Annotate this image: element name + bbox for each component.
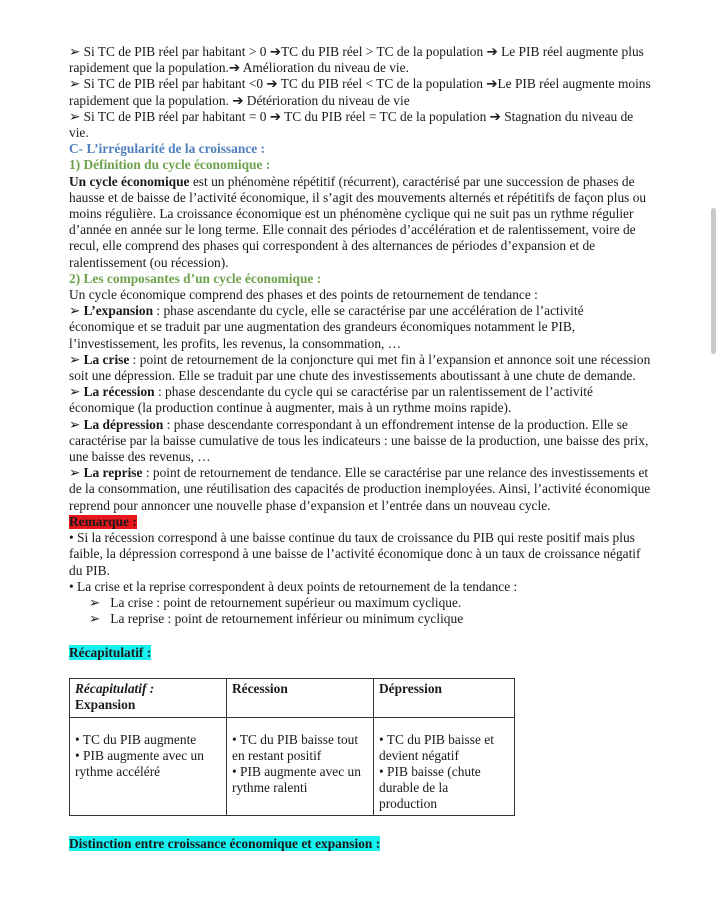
component-recession: [69, 384, 651, 416]
definition-term: Un cycle économique: [69, 173, 190, 189]
component-term: La récession: [83, 384, 155, 400]
component-text: : point de retournement de tendance. Elle se caractérise par une relance des investissements et de la consommation, une réutilisation des capacités de production inemployées. Ainsi, l’activité économique reprend pour annoncer une nouvelle phase d’expansion et l’entrée dans un nouveau cycle.: [69, 465, 651, 513]
table-header-cell: Récession: [227, 678, 374, 717]
definition-paragraph: [69, 174, 651, 271]
component-term: La reprise: [83, 465, 143, 481]
component-depression: [69, 417, 651, 466]
subheading-components: 2) Les composantes d’un cycle économique :: [69, 270, 322, 286]
table-header-row: [70, 678, 515, 717]
recap-table: [69, 678, 515, 816]
component-expansion: [69, 303, 651, 352]
table-header-cell: Récapitulatif : Expansion: [70, 678, 227, 717]
components-intro: Un cycle économique comprend des phases et des points de retournement de tendance :: [69, 287, 538, 303]
component-text: : point de retournement de la conjoncture qui met fin à l’expansion et annonce soit une récession soit une dépression. Elle se traduit par une chute des investissements aboutissant à une chute de demande.: [69, 351, 651, 384]
intro-line-2: ➢ Si TC de PIB réel par habitant <0 ➔ TC du PIB réel < TC de la population ➔Le PIB réel augmente moins rapidement que la population. ➔ Détérioration du niveau de vie: [69, 76, 651, 108]
component-text: : phase ascendante du cycle, elle se caractérise par une accélération de l’activité économique et se traduit par une augmentation des grandeurs économiques notamment le PIB, l’investissement, les profits, les revenus, la consommation, …: [69, 303, 584, 351]
subheading-definition: 1) Définition du cycle économique :: [69, 157, 271, 173]
table-header-cell: Dépression: [374, 678, 515, 717]
remarque-sublist: [69, 595, 651, 627]
remarque-sub-item: ➢ La crise : point de retournement supérieur ou maximum cyclique.: [89, 595, 651, 611]
section-c-heading: C- L’irrégularité de la croissance :: [69, 141, 265, 157]
component-term: La crise: [83, 351, 130, 367]
component-reprise: [69, 465, 651, 514]
table-row: [70, 717, 515, 815]
component-crise: [69, 352, 651, 384]
intro-line-1: ➢ Si TC de PIB réel par habitant > 0 ➔TC du PIB réel > TC de la population ➔ Le PIB réel augmente plus rapidement que la population.➔ Amélioration du niveau de vie.: [69, 44, 651, 76]
distinction-heading: Distinction entre croissance économique et expansion :: [69, 835, 381, 851]
remarque-heading: Remarque :: [69, 513, 137, 529]
remarque-sub-item: ➢ La reprise : point de retournement inférieur ou minimum cyclique: [89, 611, 651, 627]
recap-heading: Récapitulatif :: [69, 645, 152, 661]
remarque-point-2: • La crise et la reprise correspondent à deux points de retournement de la tendance :: [69, 578, 518, 594]
component-term: La dépression: [83, 416, 164, 432]
document-page: [69, 44, 651, 852]
table-cell: • TC du PIB baisse tout en restant positif • PIB augmente avec un rythme ralenti: [227, 717, 374, 815]
scrollbar[interactable]: [711, 208, 716, 354]
definition-text: est un phénomène répétitif (récurrent), caractérisé par une succession de phases de hausse et de baisse de l’activité économique, il s’agit des mouvements alternés et répétitifs de façon plus ou moins régulière. La croissance économique est un phénomène cyclique qui ne suit pas un rythme régulier d’année en année sur le long terme. Elle connait des périodes d’accélération et de ralentissement, voire de recul, elle comprend des phases qui correspondent à des alternances de périodes d’expansion et de ralentissement (ou récession).: [69, 173, 647, 270]
table-cell: • TC du PIB baisse et devient négatif • PIB baisse (chute durable de la production: [374, 717, 515, 815]
table-cell: • TC du PIB augmente • PIB augmente avec un rythme accéléré: [70, 717, 227, 815]
component-text: : phase descendante du cycle qui se caractérise par un ralentissement de l’activité économique (la production continue à augmenter, mais à un rythme moins rapide).: [69, 384, 593, 416]
component-text: : phase descendante correspondant à un effondrement intense de la production. Elle se caractérise par la baisse cumulative de tous les indicateurs : une baisse de la production, une baisse des prix, une baisse des revenus, …: [69, 416, 649, 465]
component-term: L’expansion: [83, 303, 154, 319]
remarque-point-1: • Si la récession correspond à une baisse continue du taux de croissance du PIB qui reste positif mais plus faible, la dépression correspond à une baisse de l’activité économique donc à un taux de croissance négatif du PIB.: [69, 530, 641, 578]
intro-line-3: ➢ Si TC de PIB réel par habitant = 0 ➔ TC du PIB réel = TC de la population ➔ Stagnation du niveau de vie.: [69, 109, 651, 141]
